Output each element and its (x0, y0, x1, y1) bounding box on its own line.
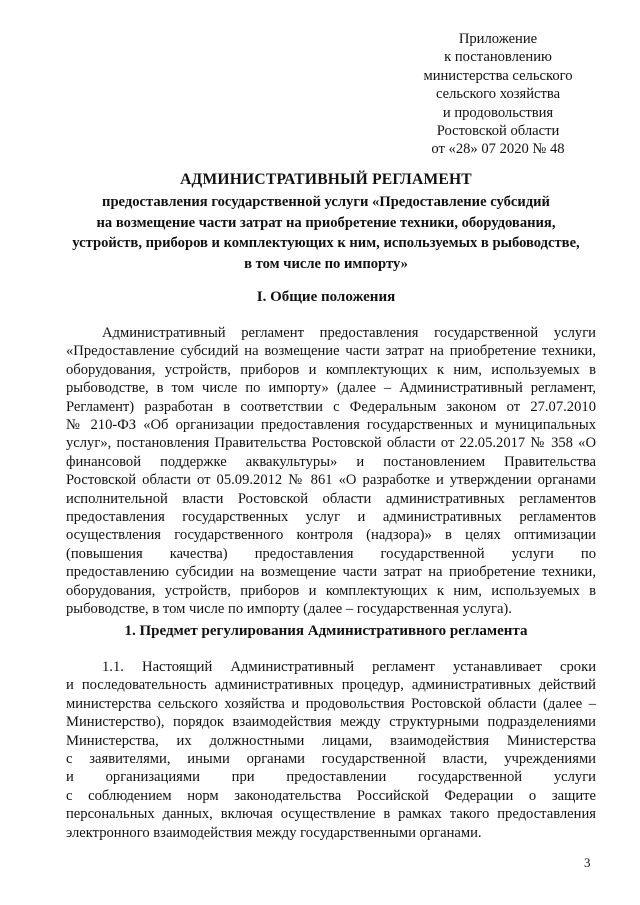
paragraph-line: (повышения качества) предоставления государственной услуги по (66, 545, 596, 562)
subtitle-line: устройств, приборов и комплектующих к ним, используемых в рыбоводстве, (72, 235, 580, 252)
subtitle-line: в том числе по импорту» (244, 255, 408, 272)
paragraph-line: предоставления государственных услуг и административных регламентов (66, 509, 596, 526)
appendix-line: и продовольствия (442, 104, 554, 121)
appendix-line: Ростовской области (436, 123, 560, 140)
paragraph-line: персональных данных, включая осуществление в рамках такого предоставления (66, 806, 596, 823)
paragraph-line: с заявителями, иными органами государственной власти, учреждениями (66, 751, 596, 768)
paragraph-line: с соблюдением норм законодательства Российской Федерации о защите (66, 787, 596, 804)
paragraph-line: осуществления государственного контроля (надзора)» в целях оптимизации (66, 527, 596, 544)
paragraph-line: исполнительной власти Ростовской области административных регламентов (66, 490, 596, 507)
title-block (56, 170, 596, 274)
paragraph-line: Регламент) разработан в соответствии с Федеральным законом от 27.07.2010 (66, 398, 596, 415)
paragraph-line: оборудования, устройств, приборов и комплектующих к ним, используемых в (66, 361, 596, 378)
paragraph-line: Министерство), порядок взаимодействия между структурными подразделениями (66, 714, 596, 731)
paragraph-line: предоставлению субсидии на возмещение части затрат на приобретение техники, (66, 564, 596, 581)
subtitle-line: предоставления государственной услуги «Предоставление субсидий (102, 194, 550, 210)
paragraph-line: министерства сельского хозяйства и продовольствия Ростовской области (далее – (66, 695, 596, 712)
paragraph-general-provisions (66, 324, 596, 619)
page-number: 3 (584, 855, 591, 870)
paragraph-line: Министерства, их должностными лицами, взаимодействия Министерства (66, 732, 596, 749)
paragraph-line: № 210-ФЗ «Об организации предоставления государственных и муниципальных (66, 417, 596, 434)
paragraph-line: «Предоставление субсидий на возмещение части затрат на приобретение техники, (66, 343, 596, 360)
paragraph-line: финансовой поддержке аквакультуры» и постановлением Правительства (66, 453, 596, 470)
appendix-line: сельского хозяйства (435, 86, 561, 103)
paragraph-line: услуг», постановления Правительства Ростовской области от 22.05.2017 № 358 «О (66, 435, 596, 452)
section-heading-general: I. Общие положения (256, 289, 396, 305)
paragraph-line: Ростовской области от 05.09.2012 № 861 «О разработке и утверждении органами (66, 472, 596, 489)
paragraph-line: оборудования, устройств, приборов и комплектующих к ним, используемых в (66, 582, 596, 599)
appendix-line: к постановлению (444, 49, 552, 66)
section-heading-subject: 1. Предмет регулирования Административного регламента (124, 623, 528, 639)
appendix-line: министерства сельского (423, 67, 573, 84)
paragraph-subject-regulation (66, 658, 596, 842)
appendix-block (398, 30, 598, 159)
paragraph-line: и последовательность административных процедур, административных действий (66, 677, 596, 694)
document-title: АДМИНИСТРАТИВНЫЙ РЕГЛАМЕНТ (180, 171, 472, 188)
subtitle-line: на возмещение части затрат на приобретение техники, оборудования, (96, 214, 556, 231)
paragraph-line: и организациями при предоставлении государственной услуги (66, 769, 596, 786)
appendix-line: Приложение (458, 31, 538, 47)
paragraph-line: рыбоводстве, в том числе по импорту (далее – государственная услуга). (66, 601, 512, 618)
appendix-date-line: от «28» 07 2020 № 48 (431, 141, 565, 158)
paragraph-line: рыбоводстве, в том числе по импорту» (далее – Административный регламент, (66, 380, 596, 397)
paragraph-line: Административный регламент предоставления государственной услуги (102, 325, 596, 341)
paragraph-line: 1.1. Настоящий Административный регламент устанавливает сроки (102, 659, 596, 675)
paragraph-line: электронного взаимодействия между государственными органами. (66, 824, 482, 841)
document-subtitle (56, 192, 596, 274)
